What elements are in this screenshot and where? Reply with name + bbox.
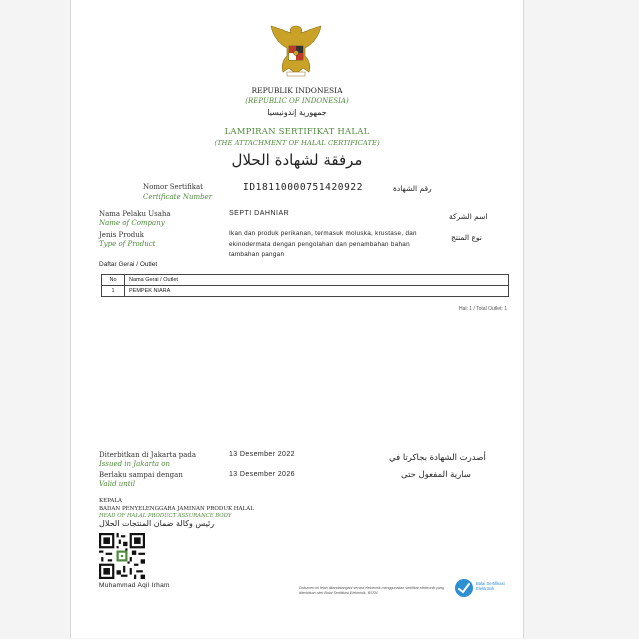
outlet-section-title: Daftar Gerai / Outlet bbox=[99, 261, 158, 268]
product-type-label-ar: نوع المنتج bbox=[451, 233, 482, 242]
signatory-role: KEPALA bbox=[99, 498, 122, 504]
issued-date: 13 Desember 2022 bbox=[229, 451, 295, 458]
company-label-en: Name of Company bbox=[99, 219, 165, 227]
company-label-ar: اسم الشركة bbox=[449, 212, 488, 221]
table-row bbox=[102, 286, 509, 297]
qr-code-icon bbox=[99, 533, 145, 579]
outlet-name: PEMPEK NIARA bbox=[125, 286, 509, 297]
garuda-emblem-icon bbox=[267, 22, 325, 78]
valid-until-label-en: Valid until bbox=[99, 480, 136, 488]
valid-until-label-ar: سارية المفعول حتى bbox=[401, 470, 471, 480]
certificate-number: ID18110000751420922 bbox=[243, 182, 364, 193]
country-name-en: (REPUBLIC OF INDONESIA) bbox=[245, 97, 349, 105]
outlet-col-no: No bbox=[102, 275, 125, 286]
country-name-ar: جمهورية إندونيسيا bbox=[267, 108, 327, 117]
electronic-signature-note: Dokumen ini telah ditandatangani secara elektronik menggunakan sertifikat elektronik yang diterbitkan oleh Balai Sertifikasi Elektronik, BSSN bbox=[299, 586, 444, 595]
bsre-logo-text: Balai Sertifikasi Elektronik bbox=[476, 581, 505, 591]
issued-label: Diterbitkan di Jakarta pada bbox=[99, 451, 197, 459]
outlet-col-name: Nama Gerai / Outlet bbox=[125, 275, 509, 286]
outlet-table-header bbox=[102, 275, 509, 286]
signatory-name: Muhammad Aqil Irham bbox=[99, 582, 170, 589]
issued-label-en: Issued in Jakarta on bbox=[99, 460, 170, 468]
issued-label-ar: أصدرت الشهادة بجاكرتا في bbox=[389, 453, 486, 463]
country-name: REPUBLIK INDONESIA bbox=[251, 86, 343, 95]
product-type-label: Jenis Produk bbox=[99, 231, 145, 239]
signatory-agency: BADAN PENYELENGGARA JAMINAN PRODUK HALAL bbox=[99, 506, 254, 512]
bsre-logo-icon bbox=[454, 578, 474, 598]
certificate-page bbox=[70, 0, 524, 638]
signatory-agency-en: HEAD OF HALAL PRODUCT ASSURANCE BODY bbox=[99, 513, 232, 519]
certificate-number-label: Nomor Sertifikat bbox=[143, 183, 203, 191]
certificate-number-label-en: Certificate Number bbox=[143, 193, 213, 201]
document-title: LAMPIRAN SERTIFIKAT HALAL bbox=[224, 127, 370, 137]
company-label: Nama Pelaku Usaha bbox=[99, 210, 171, 218]
outlet-summary: Hal: 1 / Total Outlet: 1 bbox=[459, 306, 507, 312]
certificate-number-label-ar: رقم الشهادة bbox=[393, 184, 432, 193]
document-title-en: (THE ATTACHMENT OF HALAL CERTIFICATE) bbox=[214, 139, 380, 147]
valid-until-label: Berlaku sampai dengan bbox=[99, 471, 183, 479]
valid-until-date: 13 Desember 2026 bbox=[229, 471, 295, 478]
document-title-ar: مرفقة لشهادة الحلال bbox=[231, 151, 363, 169]
product-type: Ikan dan produk perikanan, termasuk moluska, krustase, dan ekinodermata dengan pengolahan dan penambahan bahan tambahan pangan bbox=[229, 230, 417, 258]
outlet-table bbox=[101, 274, 509, 297]
signatory-agency-ar: رئيس وكالة ضمان المنتجات الحلال bbox=[99, 519, 215, 528]
outlet-no: 1 bbox=[102, 286, 125, 297]
product-type-label-en: Type of Product bbox=[99, 240, 156, 248]
company-name: SEPTI DAHNIAR bbox=[229, 210, 290, 217]
